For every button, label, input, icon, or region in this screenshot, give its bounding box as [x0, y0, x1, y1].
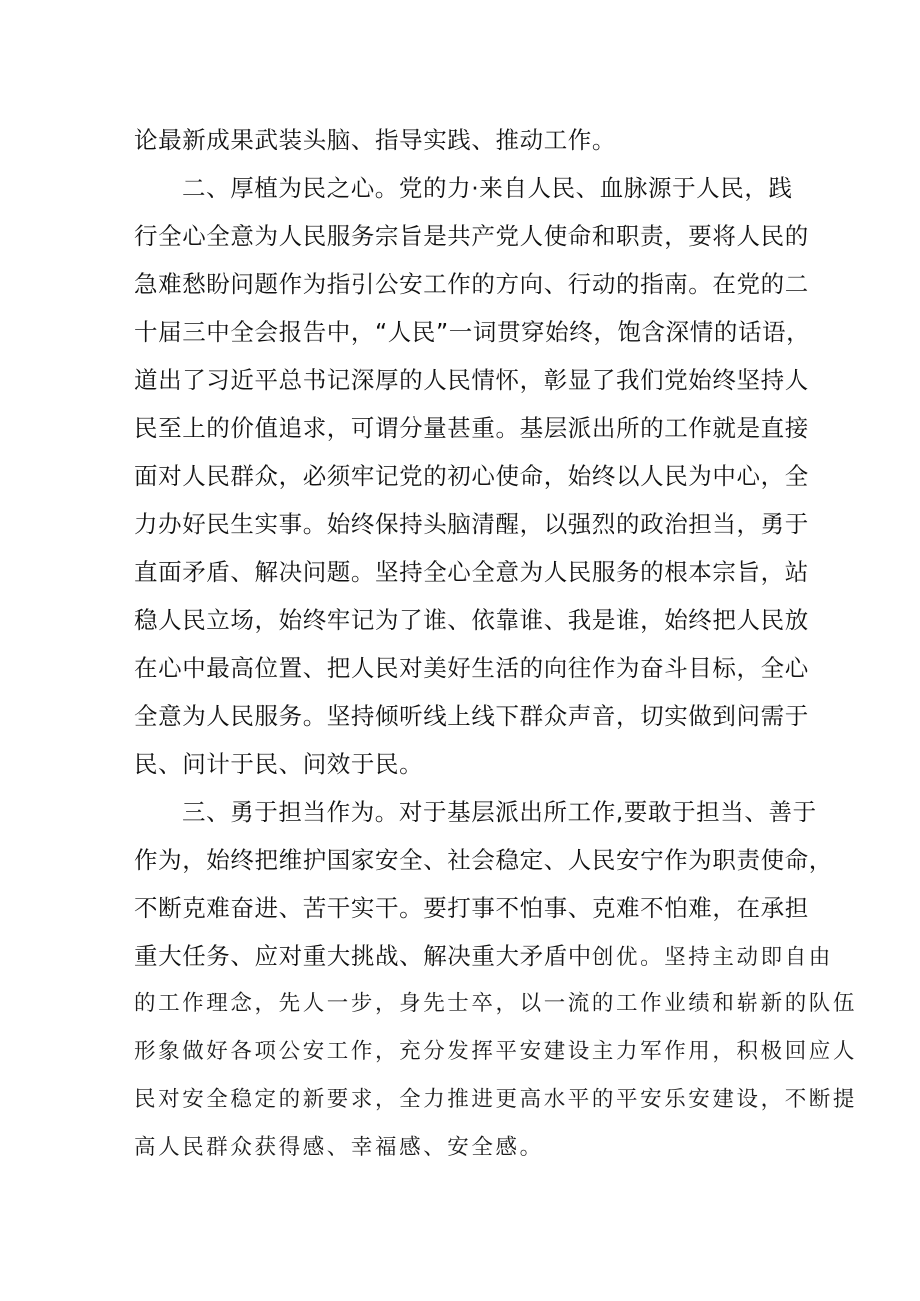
text-line-mixed: [134, 940, 833, 974]
text-line-serif: 民对安全稳定的新要求，全力推进更高水平的平安乐安建设，不断提: [134, 1087, 858, 1112]
text-line: 在心中最高位置、把人民对美好生活的向往作为奋斗目标，全心: [134, 654, 809, 682]
text-line: 直面矛盾、解决问题。坚持全心全意为人民服务的根本宗旨，站: [134, 558, 809, 586]
paragraph-2-first-line: 二、厚植为民之心。党的力·来自人民、血脉源于人民，践: [182, 174, 793, 202]
text-line-serif: 高人民群众获得感、幸福感、安全感。: [134, 1135, 544, 1160]
text-line: 力办好民生实事。始终保持头脑清醒，以强烈的政治担当，勇于: [134, 510, 809, 538]
text-line: 急难愁盼问题作为指引公安工作的方向、行动的指南。在党的二: [134, 270, 809, 298]
paragraph-3-first-line: 三、勇于担当作为。对于基层派出所工作,要敢于担当、善于: [182, 798, 817, 826]
text-line: 不断克难奋进、苦干实干。要打事不怕事、克难不怕难，在承担: [134, 894, 809, 922]
text-line: 论最新成果武装头脑、指导实践、推动工作。: [134, 126, 616, 154]
text-line: 稳人民立场，始终牢记为了谁、依靠谁、我是谁，始终把人民放: [134, 606, 809, 634]
text-segment-serif: 创优。坚持主动即自由: [591, 945, 833, 970]
text-line: 面对人民群众，必须牢记党的初心使命，始终以人民为中心，全: [134, 462, 809, 490]
text-line: 全意为人民服务。坚持倾听线上线下群众声音，切实做到问需于: [134, 702, 809, 730]
text-line: 作为，始终把维护国家安全、社会稳定、人民安宁作为职责使命，: [134, 846, 833, 874]
text-line-serif: 形象做好各项公安工作，充分发挥平安建设主力军作用，积极回应人: [134, 1039, 858, 1064]
text-line: 道出了习近平总书记深厚的人民情怀，彰显了我们党始终坚持人: [134, 366, 809, 394]
text-segment-sans: 重大任务、应对重大挑战、解决重大矛盾中: [134, 942, 592, 970]
text-line: 行全心全意为人民服务宗旨是共产党人使命和职责，要将人民的: [134, 222, 809, 250]
text-line-serif: 的工作理念，先人一步，身先士卒，以一流的工作业绩和崭新的队伍: [134, 991, 858, 1016]
text-line: 十届三中全会报告中，“人民”一词贯穿始终，饱含深情的话语，: [134, 318, 811, 346]
text-line: 民、问计于民、问效于民。: [134, 750, 424, 778]
text-line: 民至上的价值追求，可谓分量甚重。基层派出所的工作就是直接: [134, 414, 809, 442]
